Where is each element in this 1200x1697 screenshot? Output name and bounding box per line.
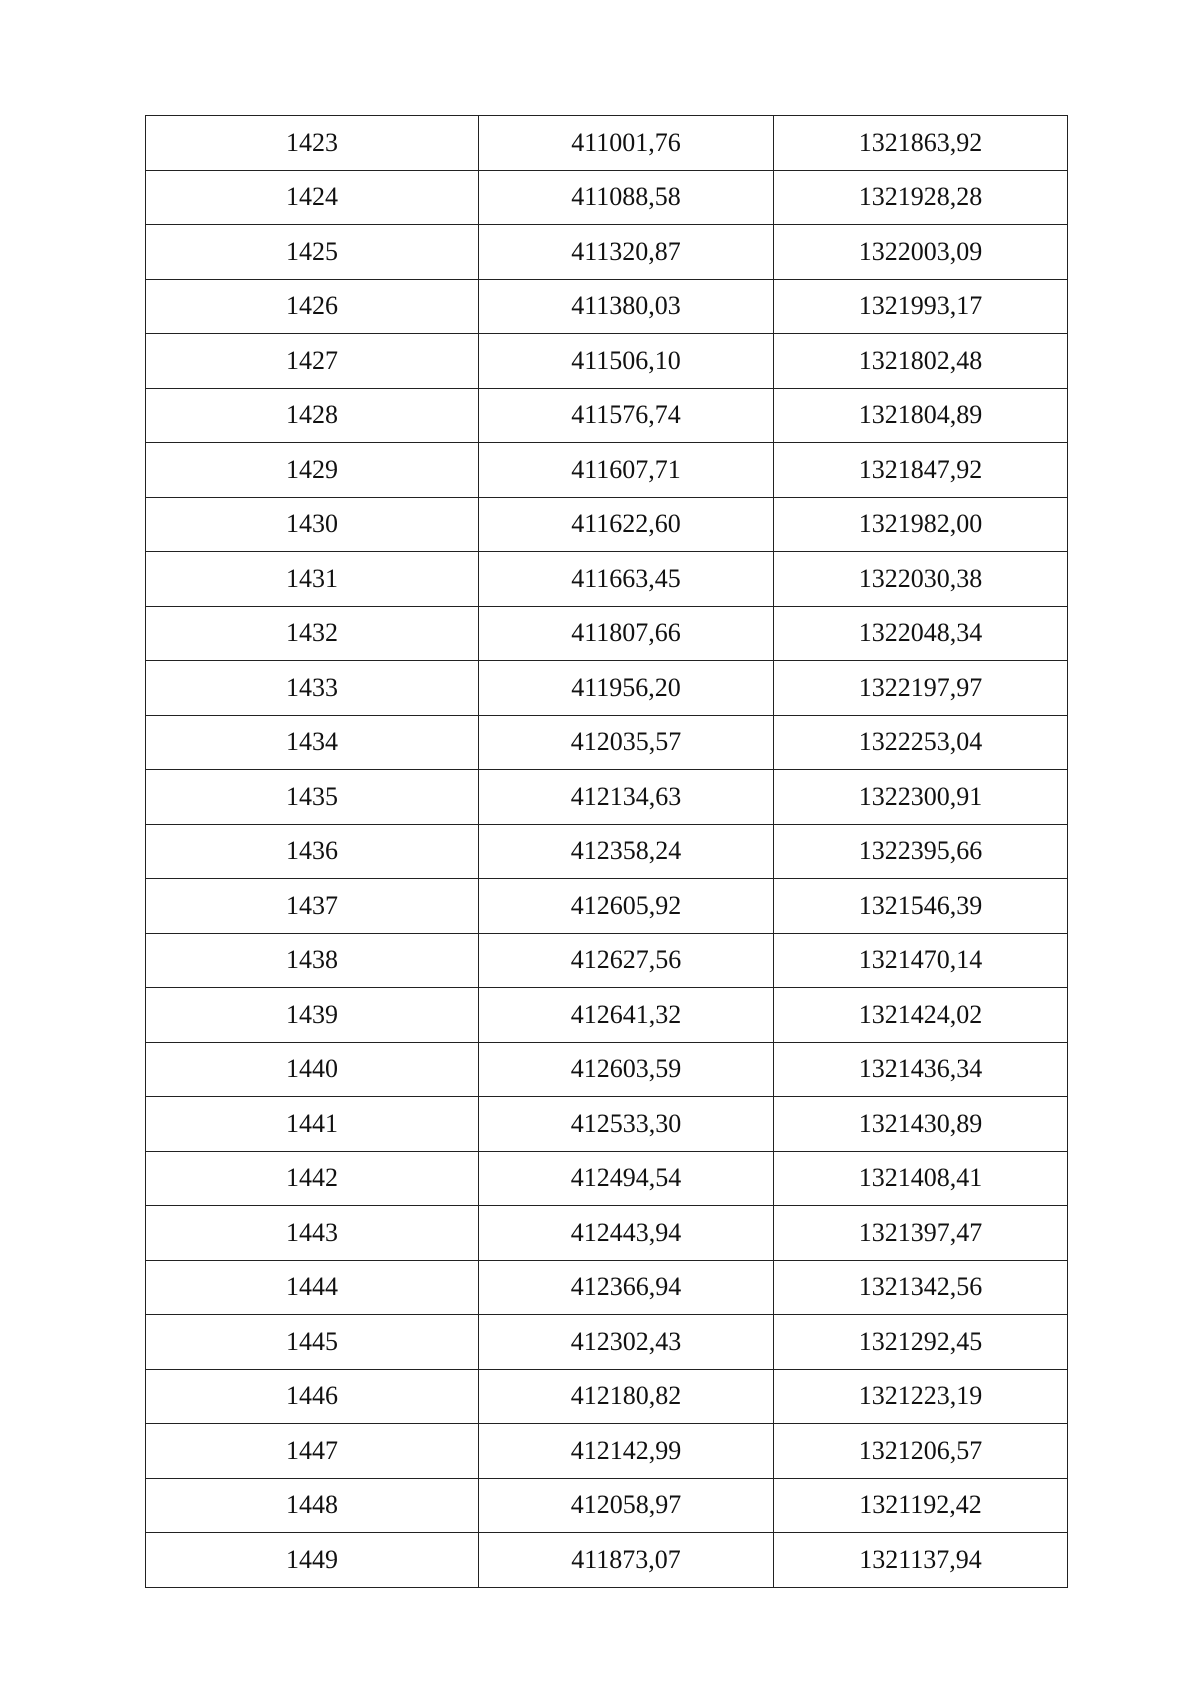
x-coordinate-cell: 412358,24 [479, 824, 774, 879]
table-row [146, 1369, 1068, 1424]
x-coordinate-cell: 412366,94 [479, 1260, 774, 1315]
y-coordinate-cell: 1321546,39 [774, 879, 1068, 934]
point-number-cell: 1447 [146, 1424, 479, 1479]
table-row [146, 170, 1068, 225]
table-row [146, 1478, 1068, 1533]
y-coordinate-cell: 1321192,42 [774, 1478, 1068, 1533]
y-coordinate-cell: 1321223,19 [774, 1369, 1068, 1424]
table-row [146, 443, 1068, 498]
point-number-cell: 1444 [146, 1260, 479, 1315]
x-coordinate-cell: 412627,56 [479, 933, 774, 988]
y-coordinate-cell: 1321424,02 [774, 988, 1068, 1043]
point-number-cell: 1426 [146, 279, 479, 334]
point-number-cell: 1445 [146, 1315, 479, 1370]
point-number-cell: 1439 [146, 988, 479, 1043]
y-coordinate-cell: 1322197,97 [774, 661, 1068, 716]
y-coordinate-cell: 1321292,45 [774, 1315, 1068, 1370]
y-coordinate-cell: 1321408,41 [774, 1151, 1068, 1206]
point-number-cell: 1442 [146, 1151, 479, 1206]
y-coordinate-cell: 1321397,47 [774, 1206, 1068, 1261]
y-coordinate-cell: 1321802,48 [774, 334, 1068, 389]
table-row [146, 988, 1068, 1043]
x-coordinate-cell: 411873,07 [479, 1533, 774, 1588]
point-number-cell: 1432 [146, 606, 479, 661]
y-coordinate-cell: 1321993,17 [774, 279, 1068, 334]
table-row [146, 1151, 1068, 1206]
x-coordinate-cell: 412142,99 [479, 1424, 774, 1479]
point-number-cell: 1424 [146, 170, 479, 225]
point-number-cell: 1437 [146, 879, 479, 934]
x-coordinate-cell: 411320,87 [479, 225, 774, 280]
point-number-cell: 1441 [146, 1097, 479, 1152]
point-number-cell: 1431 [146, 552, 479, 607]
y-coordinate-cell: 1321436,34 [774, 1042, 1068, 1097]
y-coordinate-cell: 1321470,14 [774, 933, 1068, 988]
point-number-cell: 1448 [146, 1478, 479, 1533]
y-coordinate-cell: 1321342,56 [774, 1260, 1068, 1315]
table-row [146, 1260, 1068, 1315]
point-number-cell: 1429 [146, 443, 479, 498]
point-number-cell: 1435 [146, 770, 479, 825]
y-coordinate-cell: 1322253,04 [774, 715, 1068, 770]
table-row [146, 770, 1068, 825]
table-row [146, 715, 1068, 770]
table-row [146, 279, 1068, 334]
x-coordinate-cell: 411380,03 [479, 279, 774, 334]
table-row [146, 879, 1068, 934]
point-number-cell: 1427 [146, 334, 479, 389]
x-coordinate-cell: 411956,20 [479, 661, 774, 716]
x-coordinate-cell: 411622,60 [479, 497, 774, 552]
point-number-cell: 1423 [146, 116, 479, 171]
x-coordinate-cell: 411576,74 [479, 388, 774, 443]
table-row [146, 334, 1068, 389]
table-row [146, 606, 1068, 661]
point-number-cell: 1443 [146, 1206, 479, 1261]
table-row [146, 824, 1068, 879]
point-number-cell: 1449 [146, 1533, 479, 1588]
point-number-cell: 1446 [146, 1369, 479, 1424]
table-row [146, 497, 1068, 552]
x-coordinate-cell: 412641,32 [479, 988, 774, 1043]
y-coordinate-cell: 1321928,28 [774, 170, 1068, 225]
x-coordinate-cell: 411807,66 [479, 606, 774, 661]
y-coordinate-cell: 1321847,92 [774, 443, 1068, 498]
table-row [146, 933, 1068, 988]
table-row [146, 661, 1068, 716]
coordinates-table-body [146, 116, 1068, 1588]
table-row [146, 225, 1068, 280]
y-coordinate-cell: 1321863,92 [774, 116, 1068, 171]
y-coordinate-cell: 1321137,94 [774, 1533, 1068, 1588]
x-coordinate-cell: 412605,92 [479, 879, 774, 934]
coordinates-table [145, 115, 1068, 1588]
x-coordinate-cell: 412603,59 [479, 1042, 774, 1097]
y-coordinate-cell: 1321982,00 [774, 497, 1068, 552]
point-number-cell: 1434 [146, 715, 479, 770]
table-row [146, 552, 1068, 607]
point-number-cell: 1433 [146, 661, 479, 716]
point-number-cell: 1428 [146, 388, 479, 443]
x-coordinate-cell: 412443,94 [479, 1206, 774, 1261]
point-number-cell: 1425 [146, 225, 479, 280]
y-coordinate-cell: 1322300,91 [774, 770, 1068, 825]
y-coordinate-cell: 1322048,34 [774, 606, 1068, 661]
point-number-cell: 1436 [146, 824, 479, 879]
x-coordinate-cell: 412302,43 [479, 1315, 774, 1370]
x-coordinate-cell: 412494,54 [479, 1151, 774, 1206]
table-row [146, 116, 1068, 171]
x-coordinate-cell: 411088,58 [479, 170, 774, 225]
x-coordinate-cell: 411506,10 [479, 334, 774, 389]
y-coordinate-cell: 1322395,66 [774, 824, 1068, 879]
x-coordinate-cell: 412180,82 [479, 1369, 774, 1424]
table-row [146, 1042, 1068, 1097]
y-coordinate-cell: 1321206,57 [774, 1424, 1068, 1479]
y-coordinate-cell: 1321430,89 [774, 1097, 1068, 1152]
table-row [146, 1424, 1068, 1479]
table-row [146, 1533, 1068, 1588]
y-coordinate-cell: 1321804,89 [774, 388, 1068, 443]
y-coordinate-cell: 1322030,38 [774, 552, 1068, 607]
x-coordinate-cell: 411663,45 [479, 552, 774, 607]
x-coordinate-cell: 411001,76 [479, 116, 774, 171]
x-coordinate-cell: 412134,63 [479, 770, 774, 825]
x-coordinate-cell: 411607,71 [479, 443, 774, 498]
x-coordinate-cell: 412058,97 [479, 1478, 774, 1533]
table-row [146, 1206, 1068, 1261]
table-row [146, 388, 1068, 443]
table-row [146, 1097, 1068, 1152]
table-row [146, 1315, 1068, 1370]
x-coordinate-cell: 412533,30 [479, 1097, 774, 1152]
x-coordinate-cell: 412035,57 [479, 715, 774, 770]
point-number-cell: 1440 [146, 1042, 479, 1097]
y-coordinate-cell: 1322003,09 [774, 225, 1068, 280]
point-number-cell: 1430 [146, 497, 479, 552]
point-number-cell: 1438 [146, 933, 479, 988]
